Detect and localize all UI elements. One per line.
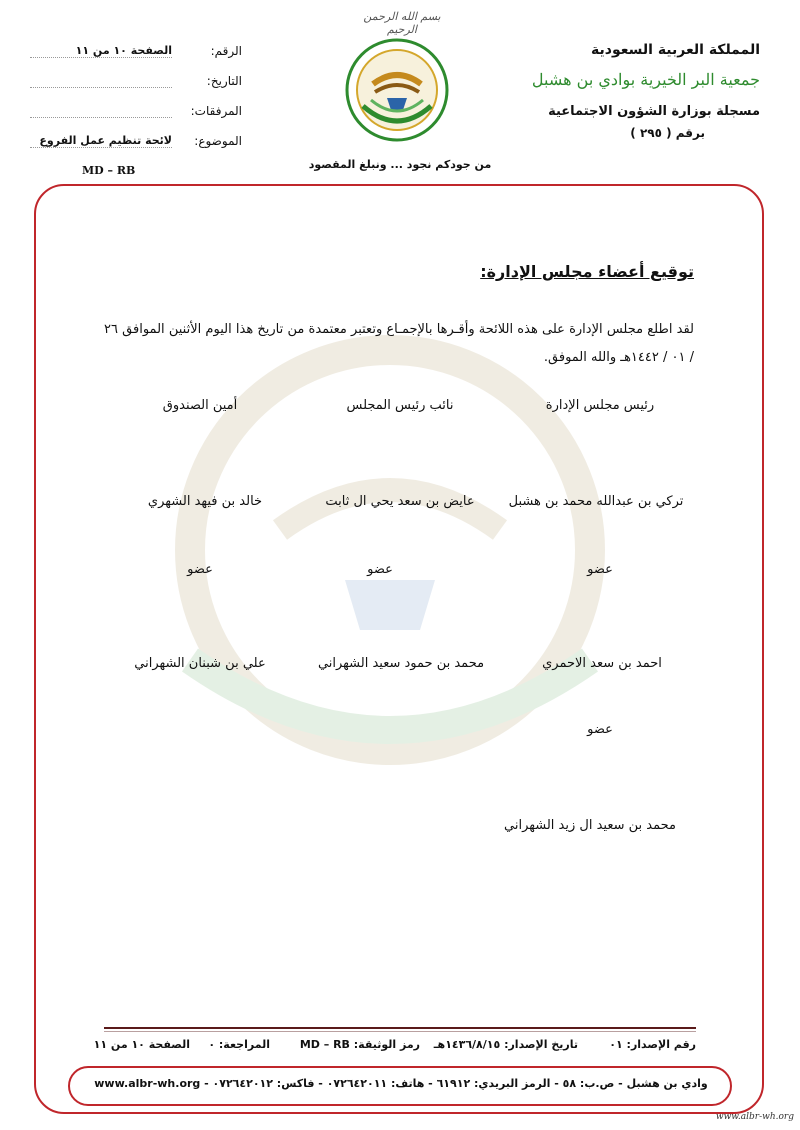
footer-rule-thin — [104, 1031, 696, 1032]
approval-paragraph: لقد اطلع مجلس الإدارة على هذه اللائحة وأقـرها بالإجمـاع وتعتبر معتمدة من تاريخ هذا اليوم الأثنين الموافق ٢٦ / ٠١ / ١٤٤٢هـ والله الموفق. — [104, 322, 694, 365]
footer-doc-code: رمز الوثيقة: MD – RB — [299, 1038, 420, 1051]
member-name: عايض بن سعد يحي ال ثابت — [325, 494, 475, 509]
meta-subject-row — [30, 134, 242, 148]
footer-page: الصفحة ١٠ من ١١ — [93, 1038, 190, 1051]
registration-text: مسجلة بوزارة الشؤون الاجتماعية — [548, 104, 760, 119]
meta-date-row — [30, 74, 242, 88]
footer-issue-date: تاريخ الإصدار: ١٤٣٦/٨/١٥هـ — [433, 1038, 578, 1051]
position-vice-chairman: نائب رئيس المجلس — [346, 398, 454, 413]
member-role: عضو — [367, 562, 393, 577]
member-name: محمد بن سعيد ال زيد الشهراني — [504, 818, 676, 833]
footer-rule — [104, 1027, 696, 1029]
society-name: جمعية البر الخيرية بوادي بن هشبل — [531, 70, 760, 89]
footer-revision: المراجعة: ٠ — [208, 1038, 270, 1051]
member-name: علي بن شبنان الشهراني — [134, 656, 266, 671]
meta-value — [30, 117, 172, 118]
kingdom-name: المملكة العربية السعودية — [591, 42, 760, 58]
member-name: تركي بن عبدالله محمد بن هشبل — [508, 494, 684, 509]
meta-label: التاريخ: — [206, 74, 242, 88]
basmala: بسم الله الرحمن الرحيم — [363, 10, 441, 36]
meta-number-row — [30, 44, 242, 58]
meta-label: المرفقات: — [190, 104, 242, 118]
motto: من جودكم نجود ... ونبلغ المقصود — [308, 158, 492, 171]
position-treasurer: أمين الصندوق — [162, 398, 238, 413]
contact-line: وادي بن هشبل - ص.ب: ٥٨ - الرمز البريدي: ٦١٩١٢ - هاتف: ٠٧٢٦٤٢٠١١ - فاكس: ٠٧٢٦٤٢٠١٢ - www.albr-wh.org — [94, 1077, 708, 1090]
meta-value: الصفحة ١٠ من ١١ — [30, 44, 172, 58]
society-logo-icon — [343, 36, 451, 144]
member-role: عضو — [187, 562, 213, 577]
member-name: احمد بن سعد الاحمري — [542, 656, 662, 671]
meta-value: لائحة تنظيم عمل الفروع — [30, 134, 172, 148]
website-mark: www.albr-wh.org — [715, 1112, 794, 1122]
member-name: خالد بن فيهد الشهري — [147, 494, 263, 509]
registration-number: برقم ( ٢٩٥ ) — [630, 126, 705, 140]
member-name: محمد بن حمود سعيد الشهراني — [317, 656, 485, 671]
meta-label: الموضوع: — [194, 134, 242, 148]
section-title: توقيع أعضاء مجلس الإدارة: — [480, 262, 694, 281]
meta-attachments-row — [30, 104, 242, 118]
member-role: عضو — [587, 722, 613, 737]
position-chairman: رئيس مجلس الإدارة — [545, 398, 655, 413]
footer-issue-no: رقم الإصدار: ٠١ — [609, 1038, 696, 1051]
doc-code: MD – RB — [82, 164, 136, 177]
member-role: عضو — [587, 562, 613, 577]
meta-label: الرقم: — [210, 44, 242, 58]
meta-value — [30, 87, 172, 88]
